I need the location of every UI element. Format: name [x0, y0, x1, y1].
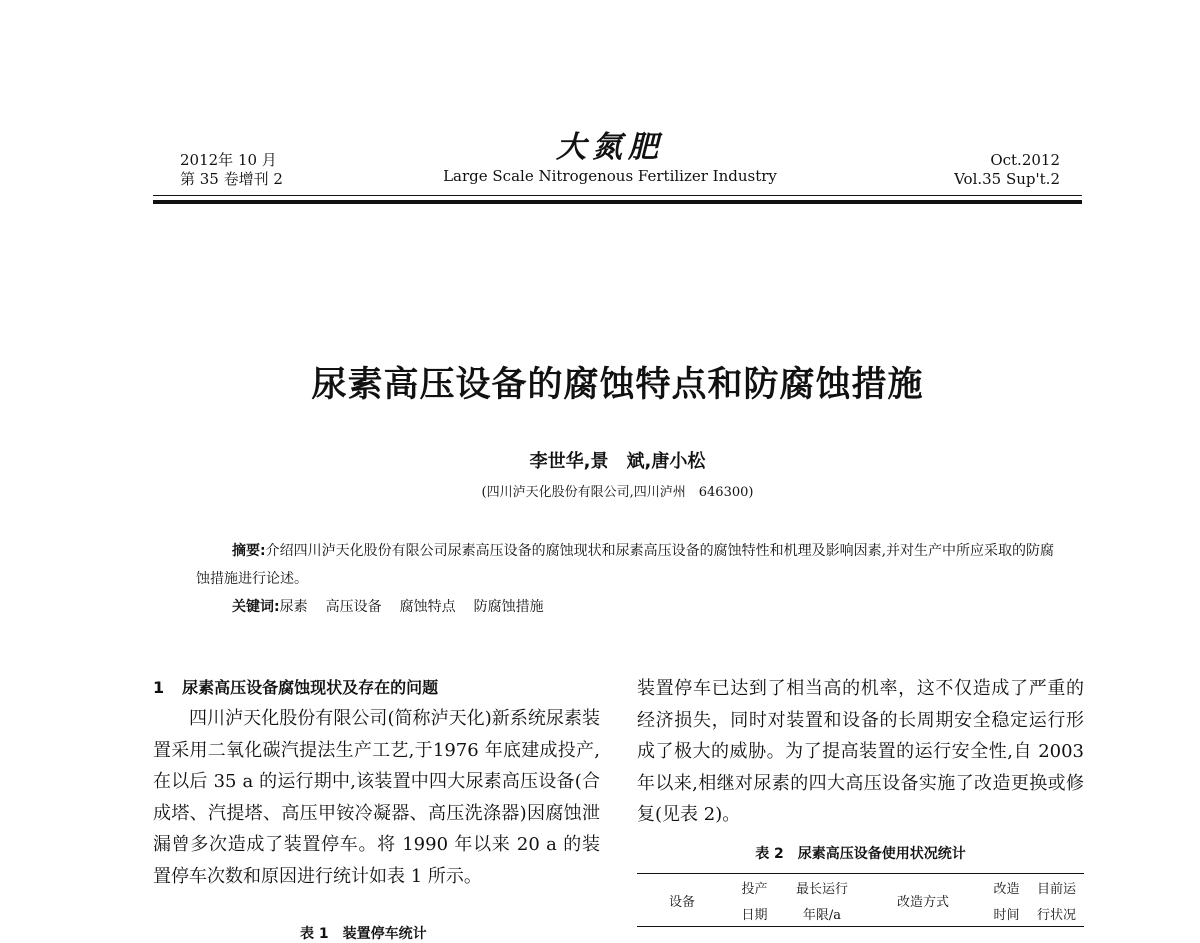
th-retrofit-time-bottom: 时间	[984, 900, 1029, 927]
article-affiliation: (四川泸天化股份有限公司,四川泸州 646300)	[481, 485, 754, 500]
keyword: 腐蚀特点	[399, 599, 456, 615]
table2-caption: 表 2 尿素高压设备使用状况统计	[755, 846, 966, 862]
table2-header-row	[637, 874, 1084, 901]
th-status-bottom: 行状况	[1029, 900, 1084, 927]
journal-logo: 大氮肥	[556, 130, 664, 165]
header-volume-en: Vol.35 Sup't.2	[954, 170, 1060, 188]
body-paragraph-right: 装置停车已达到了相当高的机率，这不仅造成了严重的经济损失，同时对装置和设备的长周期安全稳定运行形成了极大的威胁。为了提高装置的运行安全性,自 2003 年以来,相继对尿素的四大高压设备实施了改造更换或修复(见表 2)。	[637, 678, 1084, 825]
th-retrofit-time-top: 改造	[984, 874, 1029, 901]
header-volume-cn: 第 35 卷增刊 2	[180, 170, 283, 188]
header-rule-thin	[153, 195, 1082, 196]
keyword: 防腐蚀措施	[473, 599, 544, 615]
th-max-run-bottom: 年限/a	[782, 900, 862, 927]
journal-name-en: Large Scale Nitrogenous Fertilizer Industry	[443, 167, 777, 185]
abstract-text: 介绍四川泸天化股份有限公司尿素高压设备的腐蚀现状和尿素高压设备的腐蚀特性和机理及影响因素,并对生产中所应采取的防腐蚀措施进行论述。	[196, 543, 1055, 587]
section-title: 尿素高压设备腐蚀现状及存在的问题	[182, 678, 439, 697]
table1-title: 表 1 装置停车统计	[300, 926, 427, 942]
article-authors: 李世华,景 斌,唐小松	[529, 451, 706, 472]
th-status-top: 目前运	[1029, 874, 1084, 901]
abstract-label: 摘要:	[232, 543, 266, 559]
abstract	[196, 537, 1066, 593]
keywords	[232, 593, 562, 621]
header-date-en: Oct.2012	[990, 151, 1060, 169]
th-retrofit: 改造方式	[862, 874, 984, 927]
article-title: 尿素高压设备的腐蚀特点和防腐蚀措施	[311, 365, 924, 405]
table2	[637, 873, 1084, 927]
column-right	[637, 673, 1084, 831]
th-equipment: 设备	[637, 874, 727, 927]
th-max-run-top: 最长运行	[782, 874, 862, 901]
section-number: 1	[153, 678, 165, 697]
header-rule-thick	[153, 200, 1082, 204]
body-paragraph-left: 四川泸天化股份有限公司(简称泸天化)新系统尿素装置采用二氧化碳汽提法生产工艺,于1976 年底建成投产,在以后 35 a 的运行期中,该装置中四大尿素高压设备(合成塔、汽提塔、高压甲铵冷凝器、高压洗涤器)因腐蚀泄漏曾多次造成了装置停车。将 1990 年以来 20 a 的装置停车次数和原因进行统计如表 1 所示。	[153, 708, 600, 887]
header-right	[954, 151, 1060, 189]
th-commission-bottom: 日期	[727, 900, 782, 927]
header-center	[400, 130, 820, 186]
header-left	[180, 151, 283, 189]
header-date-cn: 2012年 10 月	[180, 151, 277, 169]
section-heading	[153, 673, 600, 703]
th-commission-top: 投产	[727, 874, 782, 901]
column-left	[153, 673, 600, 892]
keyword: 高压设备	[325, 599, 382, 615]
keywords-label: 关键词:	[232, 599, 280, 615]
keyword: 尿素	[279, 599, 308, 615]
